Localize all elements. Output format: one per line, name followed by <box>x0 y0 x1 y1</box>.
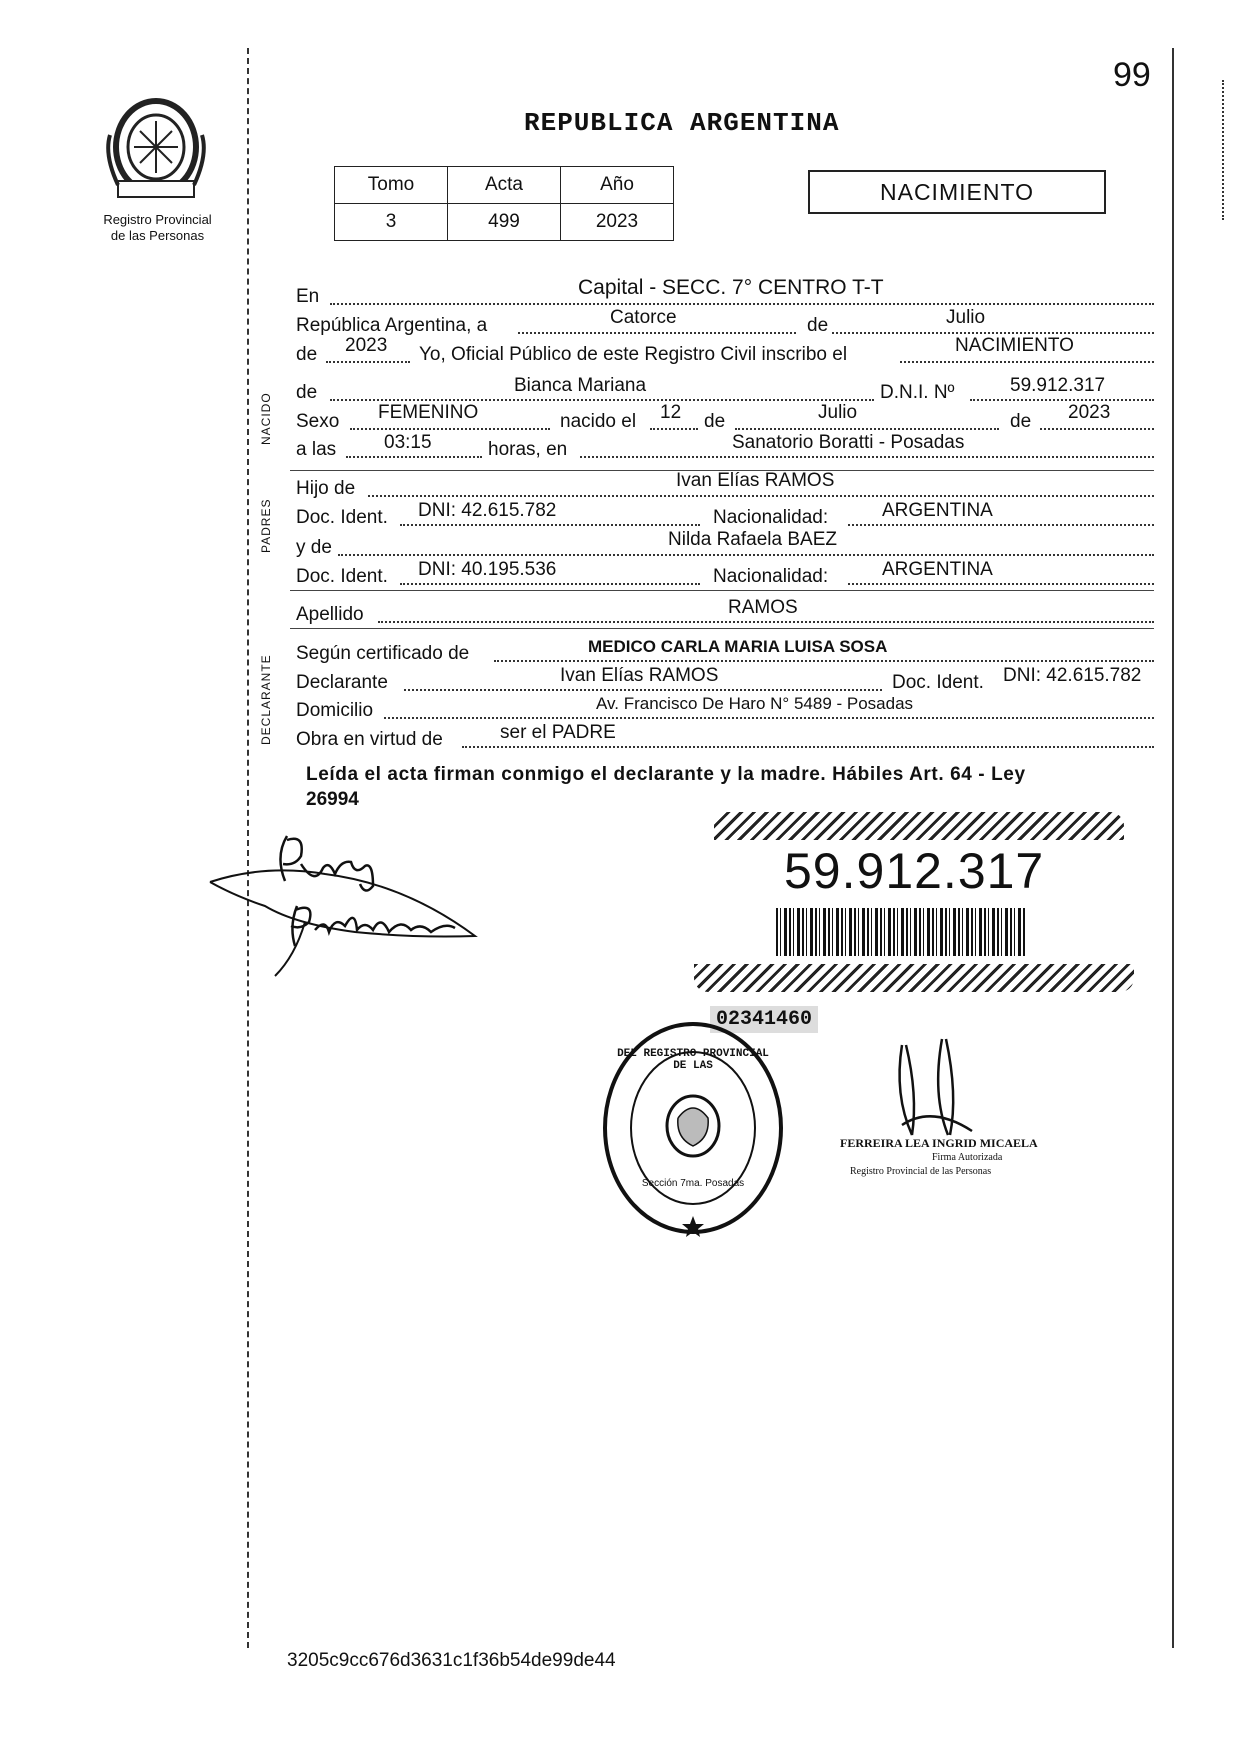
certificado-label: Según certificado de <box>296 643 470 664</box>
sexo-label: Sexo <box>296 411 340 432</box>
nombre-label: de <box>296 382 318 403</box>
declarante-doc-label: Doc. Ident. <box>892 672 984 693</box>
section-divider-apellido <box>290 628 1154 629</box>
official-round-stamp <box>598 1018 788 1238</box>
official-agency: Registro Provincial de las Personas <box>850 1166 992 1177</box>
nacido-anio-dotted-line <box>1040 428 1154 430</box>
sticker-number: 59.912.317 <box>784 843 1045 899</box>
year-dotted-line <box>326 361 410 363</box>
year-value: 2023 <box>345 335 388 356</box>
nacido-dia-value: 12 <box>660 402 682 423</box>
month-value: Julio <box>946 307 986 328</box>
page-number: 99 <box>1113 56 1151 94</box>
apellido-label: Apellido <box>296 604 364 625</box>
year-de-label: de <box>296 344 318 365</box>
section-divider-padres <box>290 590 1154 591</box>
declarante-doc-value: DNI: 42.615.782 <box>1003 665 1142 686</box>
obra-label: Obra en virtud de <box>296 729 443 750</box>
sticker-pattern-top <box>714 812 1124 840</box>
apellido-dotted-line <box>378 621 1154 623</box>
en-value: Capital - SECC. 7° CENTRO T-T <box>578 276 884 299</box>
nacido-anio-value: 2023 <box>1068 402 1111 423</box>
day-dotted-line <box>518 332 796 334</box>
official-role: Firma Autorizada <box>932 1152 1003 1163</box>
madre-doc-label: Doc. Ident. <box>296 566 388 587</box>
republica-label: República Argentina, a <box>296 315 488 336</box>
sticker-serial: 02341460 <box>710 1006 818 1033</box>
inscribo-text: Yo, Oficial Público de este Registro Civil inscribo el <box>419 344 848 365</box>
inscribo-value: NACIMIENTO <box>955 335 1074 356</box>
declarante-value: Ivan Elías RAMOS <box>560 665 719 686</box>
day-word: Catorce <box>610 307 677 328</box>
hora-value: 03:15 <box>384 432 432 453</box>
table-header-anio: Año <box>561 167 674 204</box>
registry-reference-table <box>334 166 674 241</box>
declarante-label: Declarante <box>296 672 388 693</box>
closing-text-line2: 26994 <box>306 789 359 810</box>
table-header-tomo: Tomo <box>335 167 448 204</box>
nacido-de2-label: de <box>1010 411 1032 432</box>
footer-hash: 3205c9cc676d3631c1f36b54de99de44 <box>287 1650 616 1671</box>
province-seal-logo <box>104 95 208 205</box>
padre-doc-label: Doc. Ident. <box>296 507 388 528</box>
certificado-dotted-line <box>494 660 1154 662</box>
handwritten-signatures <box>205 826 505 986</box>
authorized-signature <box>872 1035 1002 1145</box>
domicilio-label: Domicilio <box>296 700 374 721</box>
nombre-dotted-line <box>330 399 874 401</box>
yde-label: y de <box>296 537 332 558</box>
a-las-label: a las <box>296 439 337 460</box>
lugar-value: Sanatorio Boratti - Posadas <box>732 432 965 453</box>
official-name: FERREIRA LEA INGRID MICAELA <box>840 1136 1038 1150</box>
horas-en-label: horas, en <box>488 439 568 460</box>
padre-name: Ivan Elías RAMOS <box>676 470 835 491</box>
right-margin-rule <box>1172 48 1174 1648</box>
nacido-el-label: nacido el <box>560 411 637 432</box>
padre-nac-dotted-line <box>848 524 1154 526</box>
document-type-badge: NACIMIENTO <box>808 170 1106 214</box>
en-dotted-line <box>330 303 1154 305</box>
certificado-value: MEDICO CARLA MARIA LUISA SOSA <box>588 637 888 656</box>
stamp-inner-text: Sección 7ma. Posadas <box>641 1178 745 1189</box>
domicilio-dotted-line <box>384 717 1154 719</box>
nacido-mes-dotted-line <box>735 428 999 430</box>
padre-nac-value: ARGENTINA <box>882 500 993 521</box>
domicilio-value: Av. Francisco De Haro N° 5489 - Posadas <box>596 694 914 713</box>
hijo-label: Hijo de <box>296 478 356 499</box>
stamp-ring-text: DEL REGISTRO PROVINCIAL DE LAS <box>617 1048 769 1072</box>
table-value-tomo: 3 <box>335 204 448 241</box>
far-right-tick-rule <box>1222 80 1224 220</box>
security-sticker <box>694 812 1134 1032</box>
table-value-acta: 499 <box>448 204 561 241</box>
en-label: En <box>296 286 320 307</box>
sticker-barcode <box>776 908 1026 956</box>
madre-dotted-line <box>338 554 1154 556</box>
nacido-dia-dotted-line <box>650 428 698 430</box>
month-de-label: de <box>807 315 829 336</box>
dni-label: D.N.I. Nº <box>880 382 955 403</box>
nacido-mes-value: Julio <box>818 402 858 423</box>
side-label-padres: PADRES <box>259 498 273 553</box>
padre-doc-dotted-line <box>400 524 700 526</box>
dni-dotted-line <box>970 399 1154 401</box>
side-label-nacido: NACIDO <box>259 392 273 445</box>
obra-dotted-line <box>462 746 1154 748</box>
country-title: REPUBLICA ARGENTINA <box>524 108 840 138</box>
apellido-value: RAMOS <box>728 597 798 618</box>
padre-doc-value: DNI: 42.615.782 <box>418 500 557 521</box>
padre-dotted-line <box>368 495 1154 497</box>
madre-nac-dotted-line <box>848 583 1154 585</box>
sexo-dotted-line <box>350 428 550 430</box>
table-value-anio: 2023 <box>561 204 674 241</box>
agency-name-line2: de las Personas <box>110 228 205 243</box>
month-dotted-line <box>832 332 1154 334</box>
obra-value: ser el PADRE <box>500 722 616 743</box>
side-label-declarante: DECLARANTE <box>259 654 273 745</box>
padre-nacionalidad-label: Nacionalidad: <box>713 507 829 528</box>
madre-doc-value: DNI: 40.195.536 <box>418 559 557 580</box>
nombre-value: Bianca Mariana <box>514 375 647 396</box>
dni-value: 59.912.317 <box>1010 375 1106 396</box>
madre-nac-value: ARGENTINA <box>882 559 993 580</box>
sexo-value: FEMENINO <box>378 402 479 423</box>
madre-name: Nilda Rafaela BAEZ <box>668 529 837 550</box>
madre-doc-dotted-line <box>400 583 700 585</box>
declarante-dotted-line <box>404 689 882 691</box>
table-header-acta: Acta <box>448 167 561 204</box>
hora-dotted-line <box>346 456 482 458</box>
closing-text-line1: Leída el acta firman conmigo el declarante y la madre. Hábiles Art. 64 - Ley <box>306 764 1026 785</box>
madre-nacionalidad-label: Nacionalidad: <box>713 566 829 587</box>
nacido-de-label: de <box>704 411 726 432</box>
sticker-pattern-bottom <box>694 964 1134 992</box>
inscribo-dotted-line <box>900 361 1154 363</box>
agency-name-line1: Registro Provincial <box>103 212 212 227</box>
lugar-dotted-line <box>580 456 1154 458</box>
